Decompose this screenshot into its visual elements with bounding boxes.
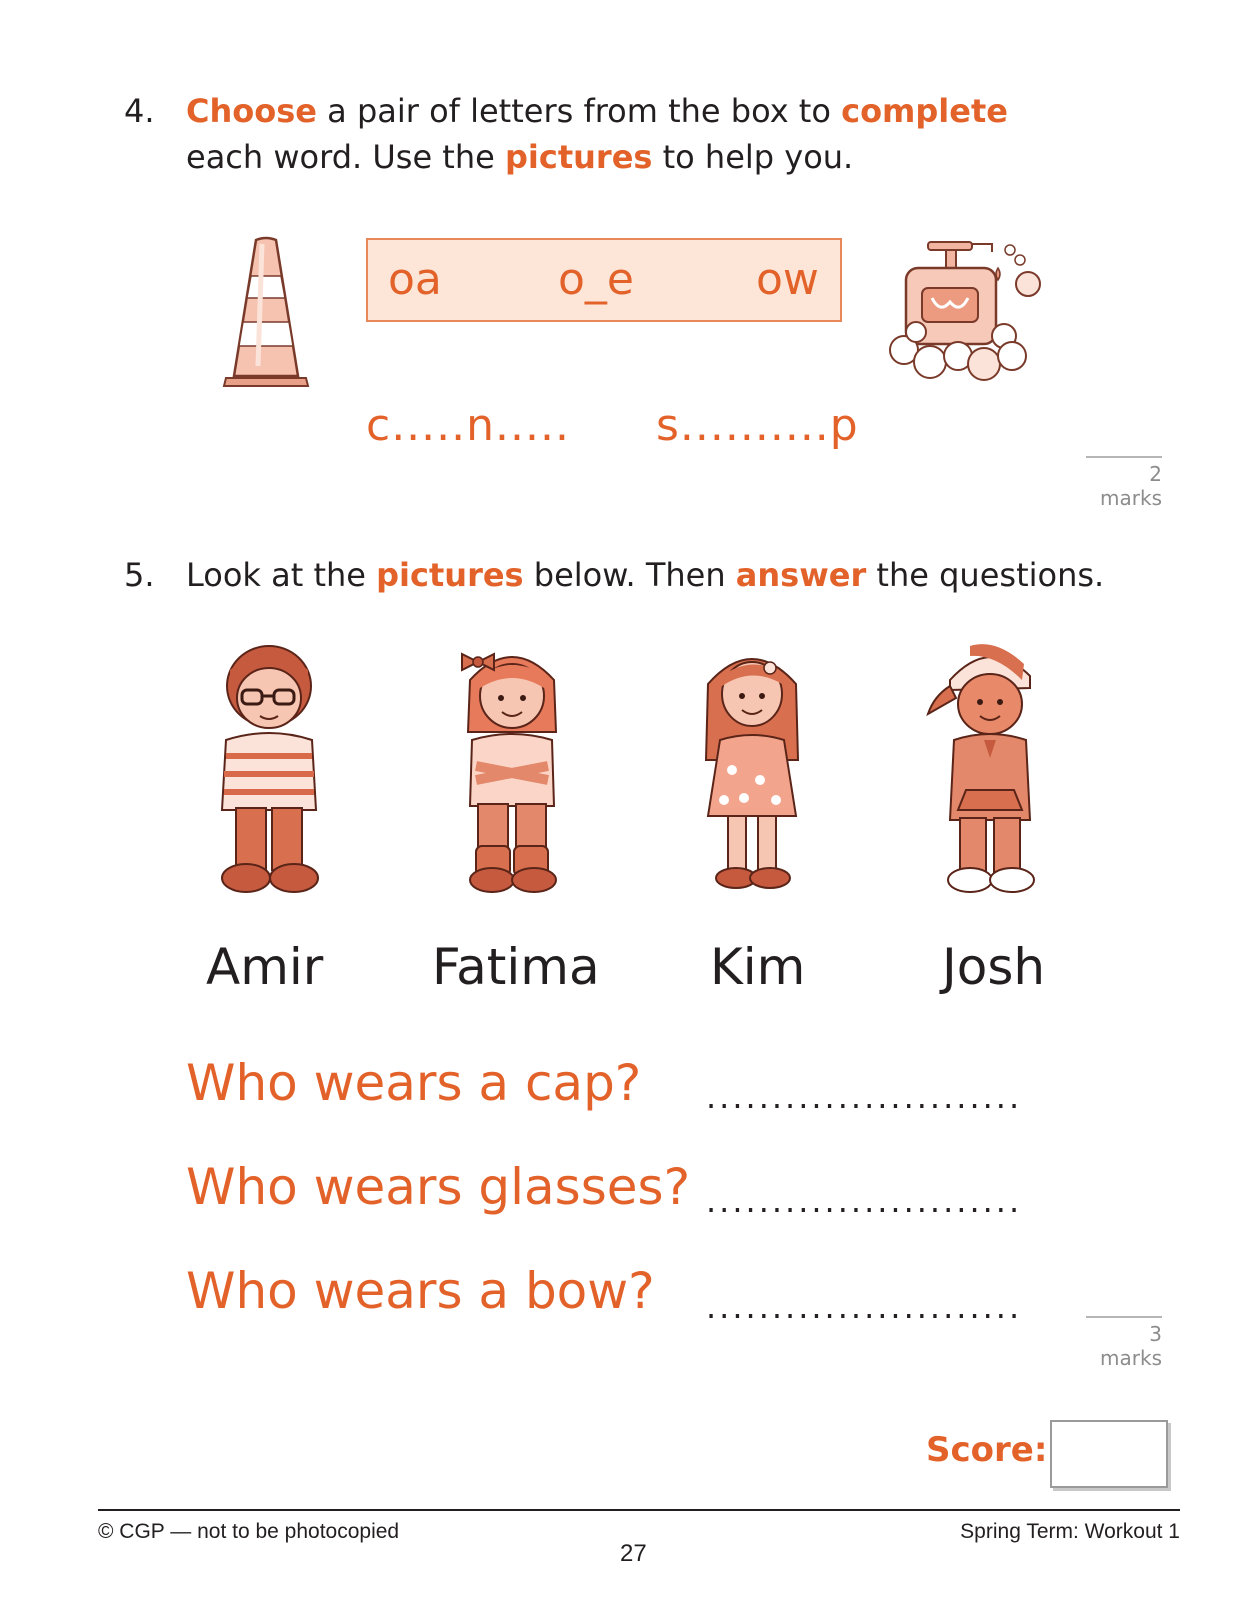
soap-dispenser-picture [888, 240, 1058, 390]
question-5-instruction [186, 552, 1206, 598]
question-glasses: Who wears glasses? [186, 1158, 691, 1216]
keyword-complete: complete [841, 92, 1008, 130]
question-cap: Who wears a cap? [186, 1054, 642, 1112]
word-cone-blank: c.....n..... [366, 400, 570, 451]
answer-line-glasses[interactable]: ........................ [706, 1182, 1023, 1220]
footer-copyright: © CGP — not to be photocopied [98, 1520, 400, 1543]
question-4-instruction [186, 88, 1186, 180]
q4-marks: 2 marks [1086, 456, 1162, 510]
keyword-choose: Choose [186, 92, 317, 130]
instruction-line-1 [186, 88, 1186, 134]
word-soap-blank: s..........p [656, 400, 859, 451]
instruction-text: to help you. [652, 138, 854, 176]
letter-choices-box [366, 238, 842, 322]
letter-choice-ow: ow [756, 254, 819, 305]
kim-picture [700, 640, 804, 898]
name-josh: Josh [942, 938, 1046, 996]
amir-picture [212, 640, 326, 898]
fatima-picture [456, 640, 568, 898]
keyword-pictures: pictures [376, 556, 524, 594]
question-4-number: 4. [124, 92, 155, 130]
footer-workout-title: Spring Term: Workout 1 [960, 1520, 1180, 1543]
keyword-pictures: pictures [504, 138, 653, 176]
josh-picture [926, 640, 1050, 898]
instruction-text: the questions. [866, 556, 1105, 594]
instruction-text: a pair of letters from the box to [316, 92, 842, 130]
answer-line-cap[interactable]: ........................ [706, 1078, 1023, 1116]
instruction-text: each word. Use the [186, 138, 505, 176]
instruction-text: Look at the [186, 556, 377, 594]
page-number: 27 [620, 1540, 647, 1567]
score-box[interactable] [1050, 1420, 1168, 1488]
score-label: Score: [926, 1430, 1048, 1470]
letter-choice-oa: oa [388, 254, 442, 305]
answer-line-bow[interactable]: ........................ [706, 1288, 1023, 1326]
name-amir: Amir [206, 938, 324, 996]
name-fatima: Fatima [432, 938, 600, 996]
footer-divider [98, 1509, 1180, 1511]
q5-marks: 3 marks [1086, 1316, 1162, 1370]
letter-choice-o-e: o_e [558, 254, 634, 305]
keyword-answer: answer [735, 556, 867, 594]
name-kim: Kim [710, 938, 806, 996]
instruction-text: below. Then [523, 556, 736, 594]
traffic-cone-picture [218, 236, 314, 390]
question-5-number: 5. [124, 556, 155, 594]
instruction-line-2 [186, 134, 1186, 180]
question-bow: Who wears a bow? [186, 1262, 655, 1320]
